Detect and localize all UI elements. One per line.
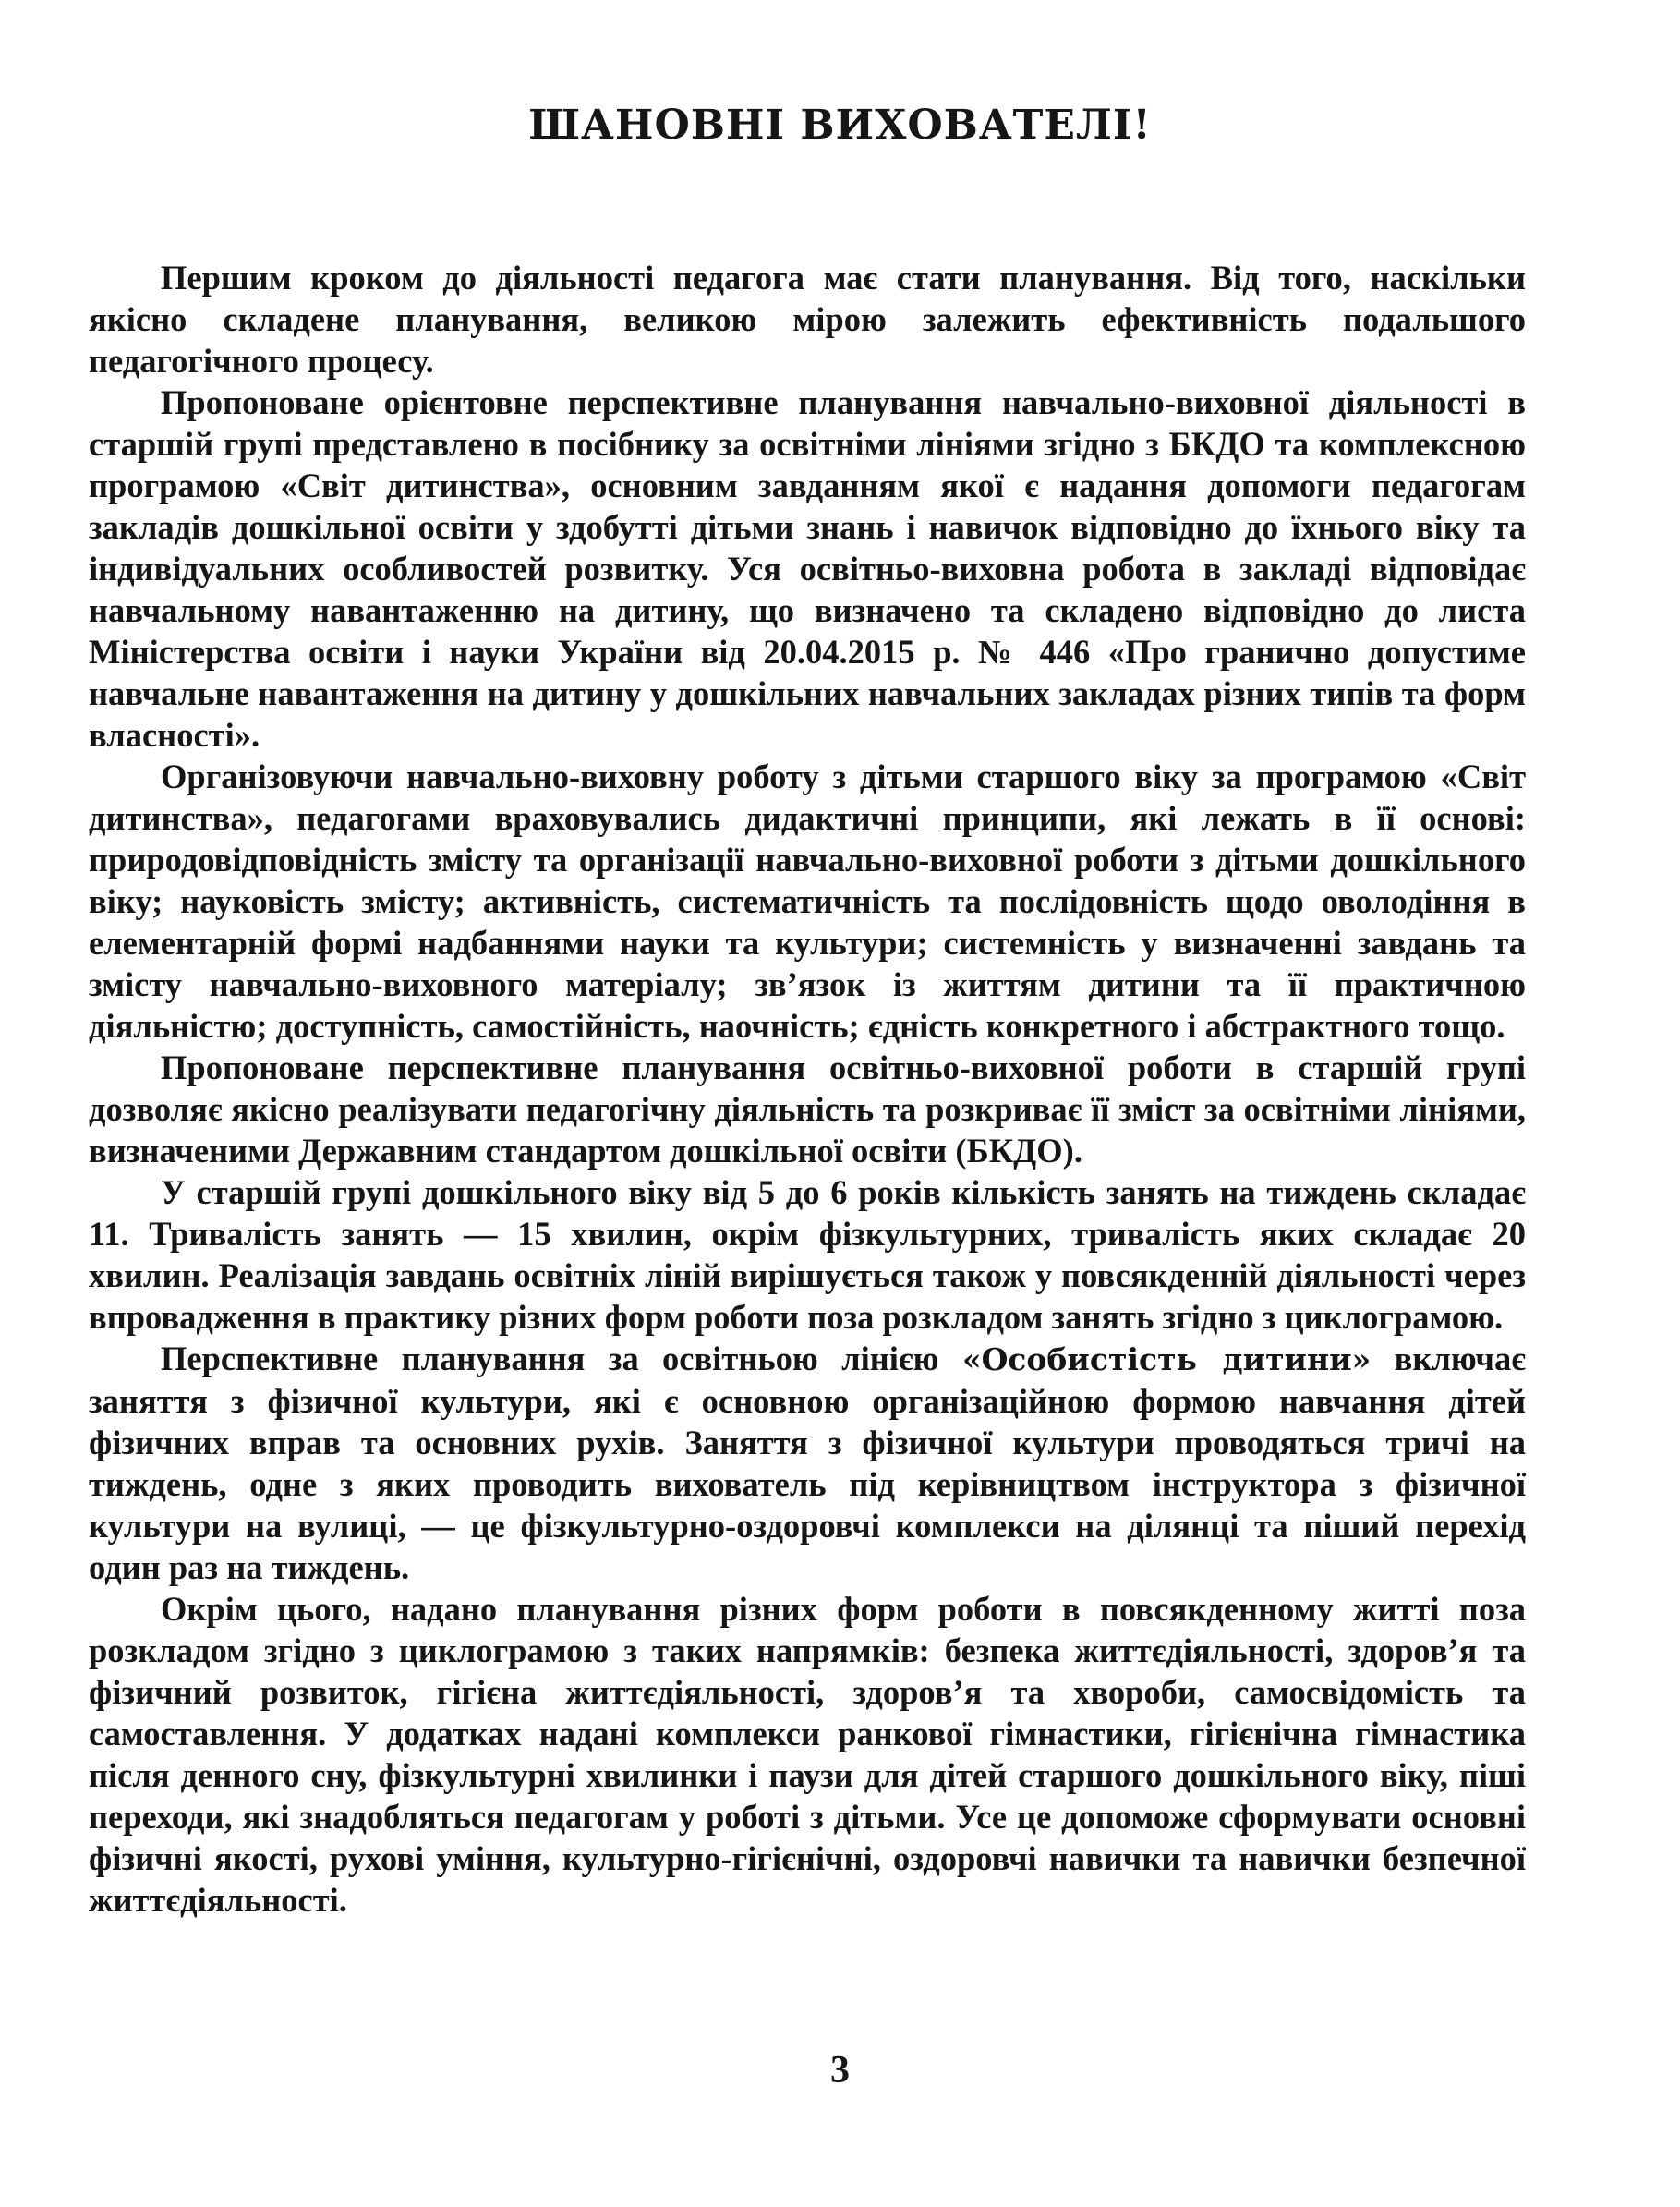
paragraph-6 (89, 1338, 1526, 1588)
paragraph-3: Організовуючи навчально-виховну роботу з дітьми старшого віку за програмою «Світ дитинства», педагогами враховувались дидактичні принципи, які лежать в її основі: природовідповідність змісту та організації навчально-виховної роботи з дітьми дошкільного віку; науковість змісту; активність, систематичність та послідовність щодо оволодіння в елементарній формі надбаннями науки та культури; системність у визначенні завдань та змісту навчально-виховного матеріалу; зв’язок із життям дитини та її практичною діяльністю; доступність, самостійність, наочність; єдність конкретного і абстрактного тощо. (89, 758, 1526, 1045)
paragraph-6-rest: включає заняття з фізичної культури, які є основною організаційною формою навчання дітей фізичних вправ та основних рухів. Заняття з фізичної культури проводяться тричі на тиждень, одне з яких проводить вихователь під керівництвом інструктора з фізичної культури на вулиці, — це фізкультурно-оздоровчі комплекси на ділянці та піший перехід один раз на тиждень. (89, 1340, 1526, 1586)
paragraph-1: Першим кроком до діяльності педагога має стати планування. Від того, наскільки якісно складене планування, великою мірою залежить ефективність подальшого педагогічного процесу. (89, 259, 1526, 380)
paragraph-2: Пропоноване орієнтовне перспективне планування навчально-виховної діяльності в старшій групі представлено в посібнику за освітніми лініями згідно з БКДО та комплексною програмою «Світ дитинства», основним завданням якої є надання допомоги педагогам закладів дошкільної освіти у здобутті дітьми знань і навичок відповідно до їхнього віку та індивідуальних особливостей розвитку. Уся освітньо-виховна робота в закладі відповідає навчальному навантаженню на дитину, що визначено та складено відповідно до листа Міністерства освіти і науки України від 20.04.2015 р. № 446 «Про гранично допустиме навчальне навантаження на дитину у дошкільних навчальних закладах різних типів та форм власності». (89, 383, 1526, 754)
paragraph-4: Пропоноване перспективне планування освітньо-виховної роботи в старшій групі дозволяє якісно реалізувати педагогічну діяльність та розкриває її зміст за освітніми лініями, визначеними Державним стандартом дошкільної освіти (БКДО). (89, 1049, 1526, 1170)
paragraph-5: У старшій групі дошкільного віку від 5 до 6 років кількість занять на тиждень складає 11. Тривалість занять — 15 хвилин, окрім фізкультурних, тривалість яких складає 20 хвилин. Реалізація завдань освітніх ліній вирішується також у повсякденній діяльності через впровадження в практику різних форм роботи поза розкладом занять згідно з циклограмою. (89, 1173, 1526, 1336)
page-title: ШАНОВНІ ВИХОВАТЕЛІ! (528, 102, 1152, 149)
educational-line-emphasis: «Особистість дитини» (961, 1341, 1372, 1377)
paragraph-7: Окрім цього, надано планування різних форм роботи в повсякденному житті поза розкладом згідно з циклограмою з таких напрямків: безпека життєдіяльності, здоров’я та фізичний розвиток, гігієна життєдіяльності, здоров’я та хвороби, самосвідомість та самоставлення. У додатках надані комплекси ранкової гімнастики, гігієнічна гімнастика після денного сну, фізкультурні хвилинки і паузи для дітей старшого дошкільного віку, піші переходи, які знадобляться педагогам у роботі з дітьми. Усе це допоможе сформувати основні фізичні якості, рухові уміння, культурно-гігієнічні, оздоровчі навички та навички безпечної життєдіяльності. (89, 1590, 1526, 1919)
page-number: 3 (830, 2049, 850, 2092)
document-body (89, 257, 1526, 1921)
paragraph-6-lead: Перспективне планування за освітньою лінією (161, 1340, 962, 1377)
